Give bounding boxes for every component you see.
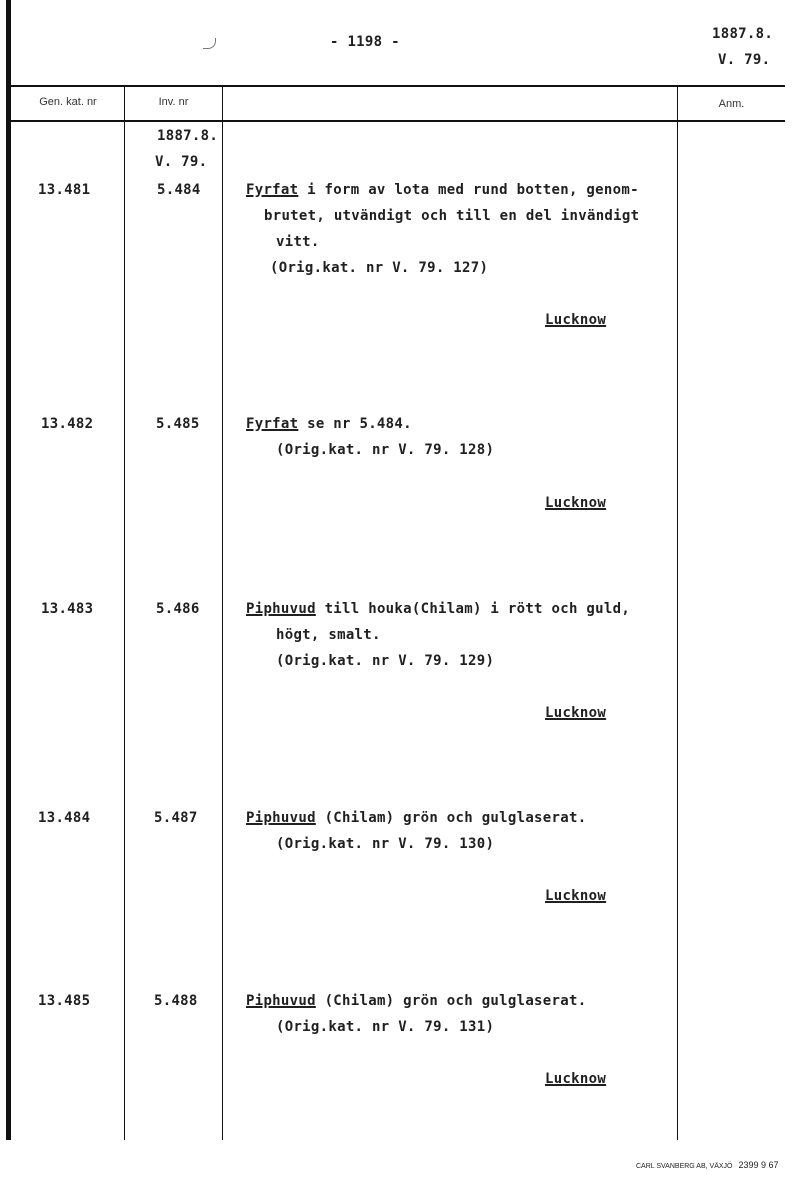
- inv-number: 5.486: [156, 601, 200, 617]
- object-keyword: Piphuvud: [246, 993, 316, 1009]
- page-ref-bottom: V. 79.: [718, 52, 771, 68]
- gen-kat-number: 13.481: [38, 182, 91, 198]
- col-rule-1: [124, 86, 125, 1140]
- gen-kat-number: 13.484: [38, 810, 91, 826]
- object-keyword: Piphuvud: [246, 601, 316, 617]
- description-line: Fyrfat i form av lota med rund botten, genom-: [246, 182, 639, 198]
- orig-kat-reference: (Orig.kat. nr V. 79. 129): [276, 653, 495, 669]
- inv-block-header-line2: V. 79.: [155, 154, 208, 170]
- object-keyword: Fyrfat: [246, 182, 299, 198]
- orig-kat-reference: (Orig.kat. nr V. 79. 127): [270, 260, 489, 276]
- orig-kat-reference: (Orig.kat. nr V. 79. 130): [276, 836, 495, 852]
- page-ref-top: 1887.8.: [712, 26, 774, 42]
- col-header-gen-kat-nr: Gen. kat. nr: [39, 96, 97, 108]
- place-name: Lucknow: [545, 312, 607, 328]
- pencil-mark: [203, 38, 216, 49]
- col-header-inv-nr: Inv. nr: [158, 96, 189, 108]
- place-name: Lucknow: [545, 1071, 607, 1087]
- object-keyword: Fyrfat: [246, 416, 299, 432]
- page-number: - 1198 -: [330, 34, 400, 50]
- inv-number: 5.485: [156, 416, 200, 432]
- inv-number: 5.487: [154, 810, 198, 826]
- gen-kat-number: 13.482: [41, 416, 94, 432]
- gen-kat-number: 13.483: [41, 601, 94, 617]
- col-rule-3: [677, 86, 678, 1140]
- description-line: Piphuvud till houka(Chilam) i rött och guld,: [246, 601, 631, 617]
- header-bottom-rule: [11, 120, 785, 122]
- description-line: Piphuvud (Chilam) grön och gulglaserat.: [246, 993, 587, 1009]
- printer-imprint: CARL SVANBERG AB, VÄXJÖ 2399 9 67: [636, 1160, 779, 1170]
- orig-kat-reference: (Orig.kat. nr V. 79. 131): [276, 1019, 495, 1035]
- description-line: brutet, utvändigt och till en del invändigt: [264, 208, 640, 224]
- description-line: vitt.: [276, 234, 320, 250]
- place-name: Lucknow: [545, 705, 607, 721]
- col-rule-2: [222, 86, 223, 1140]
- description-line: Piphuvud (Chilam) grön och gulglaserat.: [246, 810, 587, 826]
- place-name: Lucknow: [545, 495, 607, 511]
- object-keyword: Piphuvud: [246, 810, 316, 826]
- binding-edge: [6, 0, 11, 1140]
- inv-number: 5.484: [157, 182, 201, 198]
- inv-block-header-line1: 1887.8.: [157, 128, 219, 144]
- gen-kat-number: 13.485: [38, 993, 91, 1009]
- orig-kat-reference: (Orig.kat. nr V. 79. 128): [276, 442, 495, 458]
- inv-number: 5.488: [154, 993, 198, 1009]
- description-line: Fyrfat se nr 5.484.: [246, 416, 412, 432]
- description-line: högt, smalt.: [276, 627, 381, 643]
- col-header-anm: Anm.: [718, 98, 745, 110]
- table-top-rule: [11, 85, 785, 87]
- place-name: Lucknow: [545, 888, 607, 904]
